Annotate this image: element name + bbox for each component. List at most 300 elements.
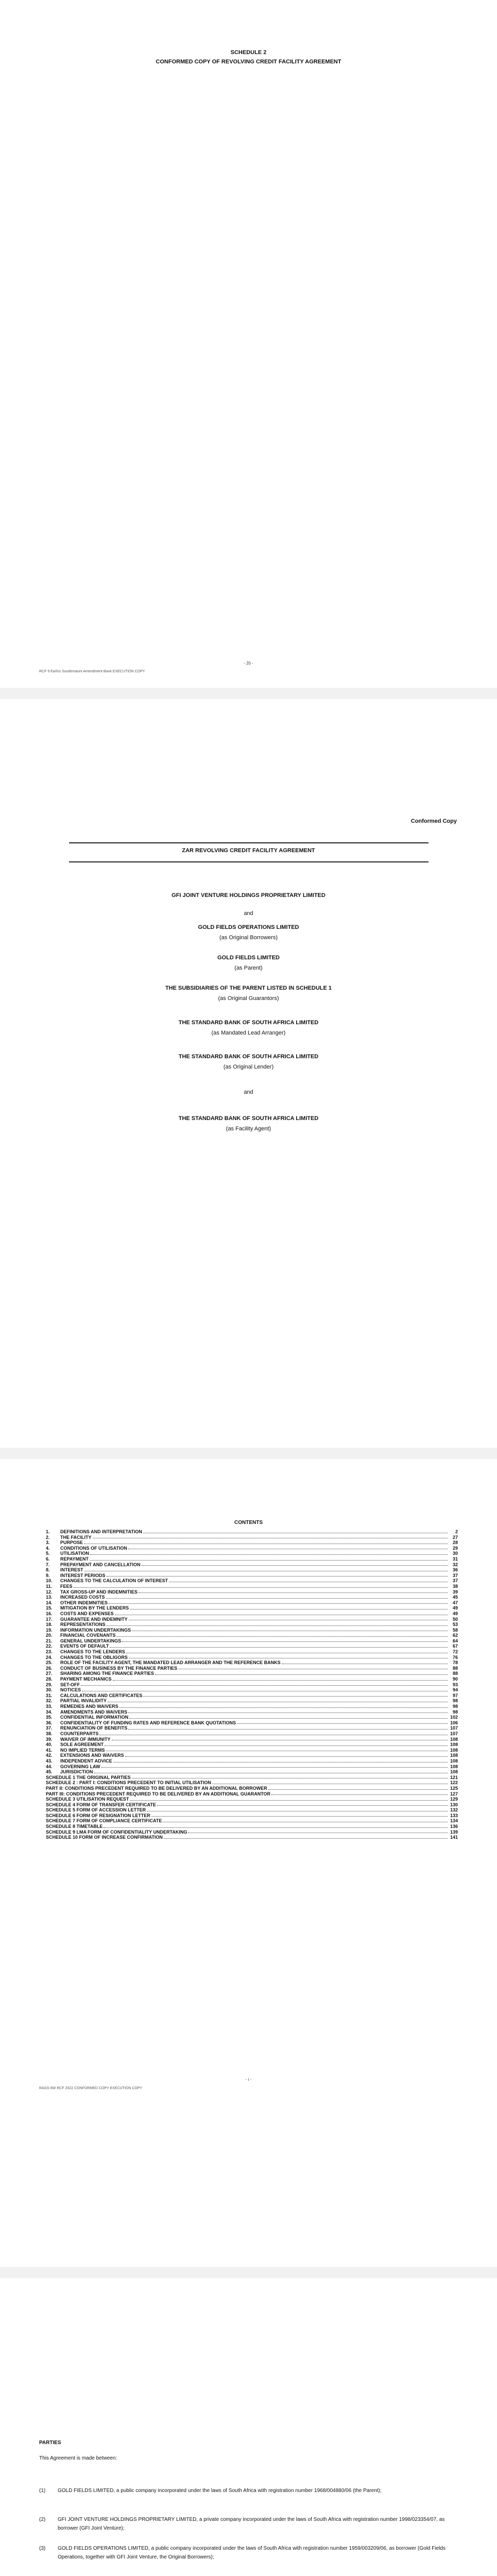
toc-entry[interactable] <box>46 1775 458 1781</box>
toc-leader <box>119 1704 448 1708</box>
toc-title: SCHEDULE 4 FORM OF TRANSFER CERTIFICATE <box>46 1802 156 1807</box>
toc-entry[interactable] <box>46 1540 458 1546</box>
toc-entry[interactable] <box>46 1671 458 1676</box>
toc-title: INCREASED COSTS <box>60 1595 105 1600</box>
toc-leader <box>139 1589 448 1594</box>
toc-page-number: 93 <box>452 1682 458 1687</box>
toc-title: ROLE OF THE FACILITY AGENT, THE MANDATED LEAD ARRANGER AND THE REFERENCE BANKS <box>60 1660 281 1666</box>
toc-leader <box>132 1775 448 1779</box>
toc-entry[interactable] <box>46 1595 458 1600</box>
toc-number: 37. <box>46 1725 53 1731</box>
toc-leader <box>129 1715 448 1719</box>
toc-title: CALCULATIONS AND CERTIFICATES <box>60 1692 143 1698</box>
toc-title: FINANCIAL COVENANTS <box>60 1633 116 1638</box>
toc-leader <box>271 1791 448 1795</box>
toc-entry[interactable] <box>46 1535 458 1540</box>
page-parties <box>0 2278 497 2576</box>
toc-page-number: 125 <box>450 1785 458 1791</box>
toc-leader <box>104 1824 448 1828</box>
toc-title: CONDUCT OF BUSINESS BY THE FINANCE PARTIES <box>60 1665 178 1671</box>
toc-entry[interactable] <box>46 1758 458 1764</box>
toc-page-number: 134 <box>450 1818 458 1824</box>
toc-page-number: 122 <box>450 1780 458 1786</box>
toc-title: COSTS AND EXPENSES <box>60 1611 114 1616</box>
toc-page-number: 49 <box>452 1605 458 1611</box>
toc-number: 31. <box>46 1692 53 1698</box>
toc-title: SHARING AMONG THE FINANCE PARTIES <box>60 1671 155 1676</box>
toc-number: 17. <box>46 1616 53 1622</box>
conformed-copy-label: Conformed Copy <box>410 818 457 824</box>
toc-entry[interactable] <box>46 1551 458 1556</box>
toc-leader <box>212 1780 448 1784</box>
toc-number: 22. <box>46 1643 53 1649</box>
toc-entry[interactable] <box>46 1687 458 1693</box>
page-separator <box>0 2267 497 2278</box>
toc-leader <box>115 1611 448 1615</box>
toc-page-number: 108 <box>450 1742 458 1748</box>
toc-leader <box>74 1584 448 1588</box>
toc-number: 38. <box>46 1731 53 1736</box>
toc-page-number: 37 <box>452 1578 458 1584</box>
toc-page-number: 88 <box>452 1671 458 1676</box>
toc-entry[interactable] <box>46 1573 458 1579</box>
toc-leader <box>84 1567 448 1571</box>
toc-page-number: 58 <box>452 1627 458 1633</box>
toc-page-number: 45 <box>452 1595 458 1600</box>
toc-page-number: 108 <box>450 1764 458 1769</box>
toc-page-number: 133 <box>450 1812 458 1818</box>
toc-title: AMENDMENTS AND WAIVERS <box>60 1709 128 1715</box>
toc-leader <box>178 1666 448 1670</box>
toc-leader <box>130 1605 448 1609</box>
toc-leader <box>237 1720 448 1724</box>
contents-heading: CONTENTS <box>234 1520 263 1526</box>
toc-title: RENUNCIATION OF BENEFITS <box>60 1725 128 1731</box>
toc-entry[interactable] <box>46 1835 458 1840</box>
toc-page-number: 129 <box>450 1797 458 1802</box>
toc-page-number: 102 <box>450 1715 458 1720</box>
toc-number: 25. <box>46 1660 53 1666</box>
toc-page-number: 108 <box>450 1758 458 1764</box>
toc-entry[interactable] <box>46 1737 458 1742</box>
toc-leader <box>282 1660 448 1664</box>
toc-title: CONFIDENTIAL INFORMATION <box>60 1715 129 1720</box>
toc-number: 8. <box>46 1567 50 1573</box>
cover-line: and <box>244 910 253 917</box>
toc-number: 11. <box>46 1583 53 1589</box>
parties-heading: PARTIES <box>39 2440 61 2446</box>
toc-title: REMEDIES AND WAIVERS <box>60 1704 118 1709</box>
cover-line: THE STANDARD BANK OF SOUTH AFRICA LIMITED <box>178 1020 319 1026</box>
toc-leader <box>94 1769 448 1773</box>
toc-page-number: 127 <box>450 1791 458 1797</box>
toc-leader <box>113 1758 448 1762</box>
toc-leader <box>106 1595 448 1599</box>
cover-line: (as Original Lender) <box>223 1064 274 1070</box>
toc-title: EVENTS OF DEFAULT <box>60 1643 109 1649</box>
toc-number: 2. <box>46 1534 50 1540</box>
page-number: - 20 - <box>244 661 253 666</box>
toc-number: 14. <box>46 1600 53 1605</box>
toc-leader <box>129 1617 448 1621</box>
toc-page-number: 28 <box>452 1540 458 1546</box>
toc-title: PAYMENT MECHANICS <box>60 1676 112 1682</box>
toc-entry[interactable] <box>46 1742 458 1748</box>
toc-title: SCHEDULE 5 FORM OF ACCESSION LETTER <box>46 1807 146 1813</box>
toc-entry[interactable] <box>46 1638 458 1644</box>
toc-title: JURISDICTION <box>60 1769 93 1775</box>
cover-line: (as Original Borrowers) <box>219 935 278 941</box>
page-separator <box>0 1448 497 1459</box>
toc-number: 34. <box>46 1709 53 1715</box>
toc-page-number: 98 <box>452 1698 458 1704</box>
toc-leader <box>101 1764 448 1768</box>
toc-leader <box>106 1748 448 1752</box>
toc-entry[interactable] <box>46 1682 458 1688</box>
toc-number: 15. <box>46 1605 53 1611</box>
agreement-title: ZAR REVOLVING CREDIT FACILITY AGREEMENT <box>182 848 315 854</box>
toc-entry[interactable] <box>46 1660 458 1666</box>
table-of-contents <box>46 1529 458 1840</box>
title-rule-bottom <box>69 861 429 862</box>
toc-leader <box>90 1551 448 1555</box>
toc-number: 28. <box>46 1676 53 1682</box>
toc-title: PREPAYMENT AND CANCELLATION <box>60 1562 141 1567</box>
toc-leader <box>109 1600 448 1604</box>
toc-number: 43. <box>46 1758 53 1764</box>
toc-leader <box>113 1676 448 1681</box>
toc-leader <box>268 1786 448 1790</box>
toc-title: FEES <box>60 1583 73 1589</box>
toc-entry[interactable] <box>46 1556 458 1562</box>
party-text: GOLD FIELDS LIMITED, a public company incorporated under the laws of South Africa with registration number 1968/004880/06 (the Parent); <box>58 2488 382 2494</box>
toc-title: SET-OFF <box>60 1682 80 1687</box>
page-number: - i - <box>245 2077 252 2082</box>
toc-leader <box>163 1818 448 1822</box>
toc-number: 16. <box>46 1611 53 1616</box>
cover-line: and <box>244 1089 253 1095</box>
toc-page-number: 53 <box>452 1622 458 1628</box>
toc-page-number: 49 <box>452 1611 458 1616</box>
toc-title: GOVERNING LAW <box>60 1764 100 1769</box>
toc-number: 44. <box>46 1764 53 1769</box>
toc-leader <box>132 1628 448 1632</box>
toc-title: THE FACILITY <box>60 1534 92 1540</box>
toc-leader <box>129 1655 448 1659</box>
toc-entry[interactable] <box>46 1818 458 1824</box>
party-number: (2) <box>39 2517 46 2522</box>
toc-title: GENERAL UNDERTAKINGS <box>60 1638 122 1643</box>
toc-title: CHANGES TO THE LENDERS <box>60 1649 125 1655</box>
toc-entry[interactable] <box>46 1807 458 1813</box>
toc-leader <box>128 1725 448 1730</box>
toc-entry[interactable] <box>46 1753 458 1758</box>
toc-title: REPRESENTATIONS <box>60 1622 106 1628</box>
toc-leader <box>151 1813 448 1817</box>
toc-title: COUNTERPARTS <box>60 1731 99 1736</box>
parties-intro: This Agreement is made between: <box>39 2455 117 2461</box>
party-item <box>39 2486 446 2495</box>
toc-page-number: 62 <box>452 1633 458 1638</box>
toc-leader <box>128 1709 448 1714</box>
toc-leader <box>143 1529 448 1533</box>
toc-page-number: 139 <box>450 1829 458 1835</box>
toc-number: 45. <box>46 1769 53 1775</box>
toc-page-number: 67 <box>452 1643 458 1649</box>
toc-page-number: 130 <box>450 1802 458 1807</box>
toc-entry[interactable] <box>46 1748 458 1753</box>
toc-page-number: 64 <box>452 1638 458 1643</box>
schedule-subtitle: CONFORMED COPY OF REVOLVING CREDIT FACILITY AGREEMENT <box>156 59 341 65</box>
toc-page-number: 132 <box>450 1807 458 1813</box>
toc-page-number: 108 <box>450 1753 458 1758</box>
toc-number: 40. <box>46 1742 53 1748</box>
toc-number: 10. <box>46 1578 53 1584</box>
toc-page-number: 107 <box>450 1731 458 1736</box>
toc-entry[interactable] <box>46 1584 458 1589</box>
toc-page-number: 50 <box>452 1616 458 1622</box>
toc-entry[interactable] <box>46 1649 458 1655</box>
toc-title: INFORMATION UNDERTAKINGS <box>60 1627 131 1633</box>
cover-line: THE STANDARD BANK OF SOUTH AFRICA LIMITED <box>178 1115 319 1122</box>
toc-leader <box>81 1682 448 1686</box>
toc-number: 35. <box>46 1715 53 1720</box>
toc-number: 41. <box>46 1747 53 1753</box>
toc-title: SCHEDULE 3 UTILISATION REQUEST <box>46 1797 129 1802</box>
toc-leader <box>155 1671 448 1675</box>
toc-leader <box>93 1535 448 1539</box>
toc-leader <box>99 1731 448 1735</box>
toc-title: CHANGES TO THE OBLIGORS <box>60 1654 128 1660</box>
toc-leader <box>169 1578 448 1582</box>
toc-number: 18. <box>46 1622 53 1628</box>
toc-title: PARTIAL INVALIDITY <box>60 1698 107 1704</box>
toc-leader <box>126 1649 448 1653</box>
party-item <box>39 2515 446 2533</box>
toc-title: GUARANTEE AND INDEMNITY <box>60 1616 128 1622</box>
toc-title: SOLE AGREEMENT <box>60 1742 104 1748</box>
toc-leader <box>82 1687 448 1691</box>
schedule-title: SCHEDULE 2 <box>230 49 267 56</box>
toc-page-number: 88 <box>452 1665 458 1671</box>
toc-leader <box>116 1633 448 1637</box>
toc-title: PURPOSE <box>60 1540 83 1546</box>
toc-title: SCHEDULE 9 LMA FORM OF CONFIDENTIALITY UNDERTAKING <box>46 1829 187 1835</box>
toc-title: REPAYMENT <box>60 1556 89 1562</box>
toc-entry[interactable] <box>46 1676 458 1682</box>
toc-page-number: 37 <box>452 1572 458 1578</box>
page-footer: RCF 9 Ea/Ins Sundemaunt Amendment Bank EXECUTION COPY <box>39 670 145 673</box>
toc-leader <box>147 1807 448 1811</box>
toc-entry[interactable] <box>46 1622 458 1628</box>
toc-number: 39. <box>46 1736 53 1742</box>
toc-entry[interactable] <box>46 1813 458 1819</box>
toc-entry[interactable] <box>46 1769 458 1775</box>
toc-entry[interactable] <box>46 1731 458 1737</box>
toc-title: TAX GROSS-UP AND INDEMNITIES <box>60 1589 138 1595</box>
toc-title: WAIVER OF IMMUNITY <box>60 1736 111 1742</box>
toc-page-number: 38 <box>452 1583 458 1589</box>
toc-entry[interactable] <box>46 1529 458 1535</box>
party-number: (1) <box>39 2488 46 2494</box>
cover-line: GOLD FIELDS OPERATIONS LIMITED <box>198 924 299 930</box>
toc-entry[interactable] <box>46 1797 458 1802</box>
cover-line: (as Facility Agent) <box>226 1126 271 1132</box>
toc-leader <box>122 1638 448 1642</box>
toc-page-number: 72 <box>452 1649 458 1655</box>
toc-number: 1. <box>46 1529 50 1534</box>
toc-number: 30. <box>46 1687 53 1693</box>
toc-entry[interactable] <box>46 1791 458 1797</box>
toc-page-number: 27 <box>452 1534 458 1540</box>
toc-leader <box>105 1742 448 1746</box>
toc-entry[interactable] <box>46 1824 458 1829</box>
page-separator <box>0 688 497 699</box>
toc-entry[interactable] <box>46 1628 458 1633</box>
toc-leader <box>108 1698 448 1702</box>
toc-leader <box>107 1573 448 1577</box>
toc-title: PART III: CONDITIONS PRECEDENT REQUIRED TO BE DELIVERED BY AN ADDITIONAL GUARANTOR <box>46 1791 271 1797</box>
toc-leader <box>130 1797 448 1801</box>
toc-page-number: 90 <box>452 1676 458 1682</box>
toc-leader <box>90 1556 448 1561</box>
toc-entry[interactable] <box>46 1666 458 1671</box>
toc-number: 42. <box>46 1753 53 1758</box>
toc-page-number: 108 <box>450 1736 458 1742</box>
toc-number: 6. <box>46 1556 50 1562</box>
toc-number: 33. <box>46 1704 53 1709</box>
toc-entry[interactable] <box>46 1567 458 1573</box>
toc-entry[interactable] <box>46 1715 458 1720</box>
toc-title: CHANGES TO THE CALCULATION OF INTEREST <box>60 1578 168 1584</box>
toc-title: INDEPENDENT ADVICE <box>60 1758 112 1764</box>
toc-title: UTILISATION <box>60 1551 89 1556</box>
toc-entry[interactable] <box>46 1709 458 1715</box>
toc-page-number: 98 <box>452 1709 458 1715</box>
toc-entry[interactable] <box>46 1704 458 1709</box>
toc-title: SCHEDULE 2 : PART I: CONDITIONS PRECEDENT TO INITIAL UTILISATION <box>46 1780 211 1786</box>
toc-entry[interactable] <box>46 1605 458 1611</box>
toc-entry[interactable] <box>46 1764 458 1770</box>
toc-entry[interactable] <box>46 1655 458 1660</box>
toc-page-number: 47 <box>452 1600 458 1605</box>
toc-entry[interactable] <box>46 1611 458 1617</box>
toc-number: 3. <box>46 1540 50 1546</box>
toc-page-number: 36 <box>452 1567 458 1573</box>
toc-entry[interactable] <box>46 1725 458 1731</box>
cover-line: GFI JOINT VENTURE HOLDINGS PROPRIETARY LIMITED <box>172 892 325 899</box>
page-contents <box>0 1459 497 2267</box>
toc-leader <box>112 1737 448 1741</box>
toc-page-number: 106 <box>450 1720 458 1725</box>
toc-number: 9. <box>46 1572 50 1578</box>
toc-number: 27. <box>46 1671 53 1676</box>
toc-entry[interactable] <box>46 1802 458 1808</box>
toc-leader <box>128 1546 448 1550</box>
page-footer: RAGS 6W RCF 2022 CONFORMED COPY EXECUTION COPY <box>39 2087 143 2090</box>
toc-entry[interactable] <box>46 1617 458 1622</box>
toc-page-number: 31 <box>452 1556 458 1562</box>
toc-title: MITIGATION BY THE LENDERS <box>60 1605 129 1611</box>
toc-number: 36. <box>46 1720 53 1725</box>
toc-page-number: 78 <box>452 1660 458 1666</box>
toc-title: NO IMPLIED TERMS <box>60 1747 105 1753</box>
toc-number: 20. <box>46 1633 53 1638</box>
toc-number: 21. <box>46 1638 53 1643</box>
toc-entry[interactable] <box>46 1829 458 1835</box>
toc-number: 29. <box>46 1682 53 1687</box>
toc-leader <box>84 1540 448 1544</box>
toc-page-number: 29 <box>452 1545 458 1551</box>
toc-number: 12. <box>46 1589 53 1595</box>
toc-title: OTHER INDEMNITIES <box>60 1600 108 1605</box>
toc-page-number: 2 <box>455 1529 458 1534</box>
toc-number: 24. <box>46 1654 53 1660</box>
toc-title: SCHEDULE 7 FORM OF COMPLIANCE CERTIFICATE <box>46 1818 162 1824</box>
toc-entry[interactable] <box>46 1562 458 1568</box>
page-schedule-2 <box>0 0 497 688</box>
party-text: GFI JOINT VENTURE HOLDINGS PROPRIETARY LIMITED, a private company incorporated under the laws of South Africa with registration number 1998/023354/07, as borrower (GFI Joint Venture); <box>58 2517 445 2531</box>
toc-entry[interactable] <box>46 1546 458 1551</box>
toc-number: 19. <box>46 1627 53 1633</box>
toc-entry[interactable] <box>46 1693 458 1699</box>
toc-leader <box>110 1643 448 1648</box>
toc-page-number: 94 <box>452 1687 458 1693</box>
toc-page-number: 39 <box>452 1589 458 1595</box>
toc-title: SCHEDULE 10 FORM OF INCREASE CONFIRMATION <box>46 1835 163 1840</box>
party-number: (3) <box>39 2546 46 2551</box>
toc-title: SCHEDULE 1 THE ORIGINAL PARTIES <box>46 1774 131 1780</box>
toc-page-number: 108 <box>450 1769 458 1775</box>
toc-number: 5. <box>46 1551 50 1556</box>
toc-entry[interactable] <box>46 1786 458 1791</box>
toc-entry[interactable] <box>46 1643 458 1649</box>
toc-page-number: 76 <box>452 1654 458 1660</box>
toc-page-number: 107 <box>450 1725 458 1731</box>
party-text: GOLD FIELDS OPERATIONS LIMITED, a public company incorporated under the laws of South Africa with registration number 1959/003209/06, as borrower (Gold Fields Operations, together with GFI Joint Venture, the Original Borrowers); <box>58 2546 445 2560</box>
toc-number: 13. <box>46 1595 53 1600</box>
toc-leader <box>125 1753 448 1757</box>
toc-entry[interactable] <box>46 1720 458 1726</box>
toc-number: 23. <box>46 1649 53 1655</box>
toc-page-number: 121 <box>450 1774 458 1780</box>
cover-line: GOLD FIELDS LIMITED <box>217 955 280 961</box>
toc-page-number: 32 <box>452 1562 458 1567</box>
toc-entry[interactable] <box>46 1600 458 1606</box>
toc-title: NOTICES <box>60 1687 81 1693</box>
toc-number: 26. <box>46 1665 53 1671</box>
toc-page-number: 136 <box>450 1824 458 1829</box>
toc-page-number: 97 <box>452 1692 458 1698</box>
toc-entry[interactable] <box>46 1780 458 1786</box>
toc-leader <box>142 1562 448 1566</box>
toc-title: INTEREST PERIODS <box>60 1572 106 1578</box>
toc-entry[interactable] <box>46 1698 458 1704</box>
party-item <box>39 2544 446 2562</box>
toc-entry[interactable] <box>46 1589 458 1595</box>
toc-entry[interactable] <box>46 1578 458 1584</box>
toc-leader <box>164 1835 448 1839</box>
cover-line: (as Original Guarantors) <box>218 995 279 1002</box>
title-rule-top <box>69 842 429 843</box>
toc-entry[interactable] <box>46 1633 458 1638</box>
toc-title: EXTENSIONS AND WAIVERS <box>60 1753 124 1758</box>
toc-title: CONDITIONS OF UTILISATION <box>60 1545 127 1551</box>
toc-title: PART II: CONDITIONS PRECEDENT REQUIRED TO BE DELIVERED BY AN ADDITIONAL BORROWER <box>46 1785 267 1791</box>
cover-line: THE STANDARD BANK OF SOUTH AFRICA LIMITED <box>178 1054 319 1060</box>
toc-leader <box>107 1622 448 1626</box>
cover-line: (as Parent) <box>234 965 263 971</box>
